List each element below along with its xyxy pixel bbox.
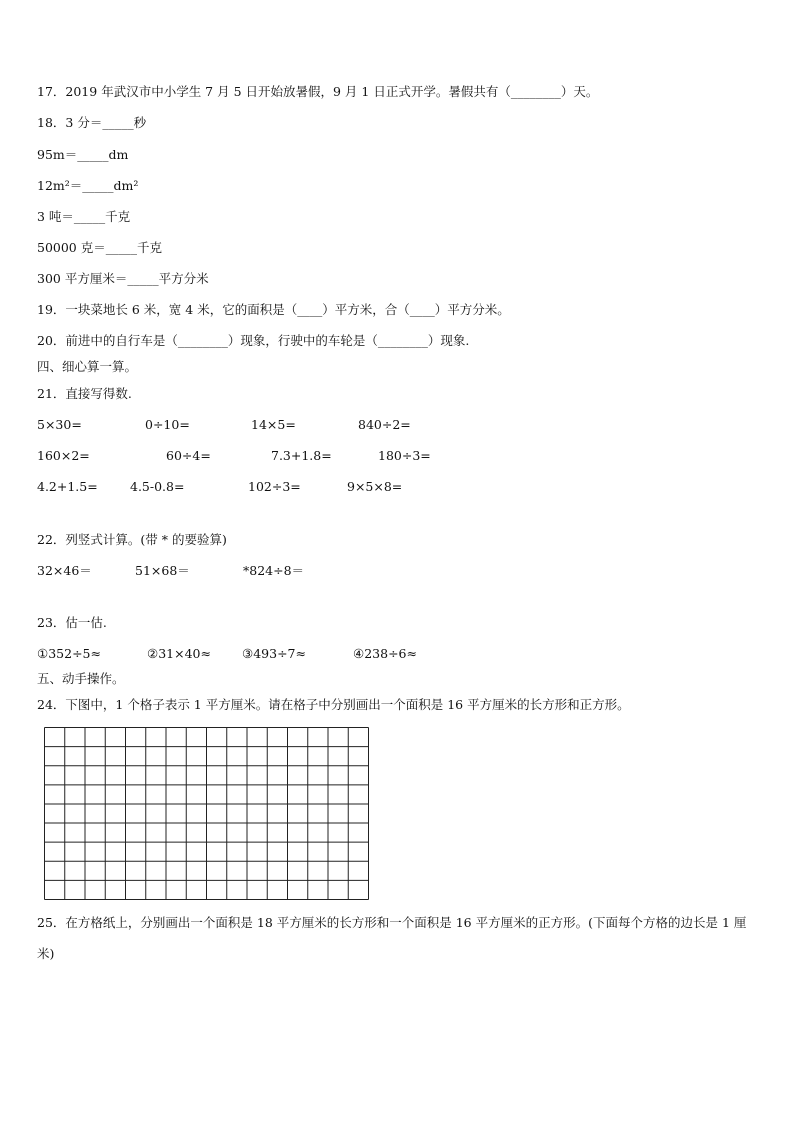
question-20: 20．前进中的自行车是（________）现象，行驶中的车轮是（________）现象. [37, 333, 470, 348]
q18-line-4: 50000 克＝_____千克 [37, 240, 162, 255]
q23-item: ③493÷7≈ [242, 646, 306, 661]
q21-row-1 [37, 417, 737, 433]
q23-row [37, 646, 737, 662]
question-21: 21．直接写得数. [37, 386, 132, 401]
q21-item: 0÷10= [145, 417, 190, 432]
section-4-title: 四、细心算一算。 [37, 359, 138, 374]
q21-item: 14×5= [251, 417, 296, 432]
q21-item: 160×2= [37, 448, 90, 463]
q23-item: ②31×40≈ [147, 646, 211, 661]
q21-item: 5×30= [37, 417, 82, 432]
q21-item: 60÷4= [166, 448, 211, 463]
q18-line-1: 95m＝_____dm [37, 147, 129, 162]
q22-item: 51×68＝ [135, 563, 190, 578]
q18-line-5: 300 平方厘米＝_____平方分米 [37, 271, 209, 286]
question-24: 24．下图中，1 个格子表示 1 平方厘米。请在格子中分别画出一个面积是 16 平方厘米的长方形和正方形。 [37, 697, 630, 712]
q21-item: 9×5×8= [347, 479, 403, 494]
q21-item: 4.2+1.5= [37, 479, 98, 494]
q18-line-2: 12m²＝_____dm² [37, 178, 139, 193]
question-25: 25．在方格纸上，分别画出一个面积是 18 平方厘米的长方形和一个面积是 16 平方厘米的正方形。(下面每个方格的边长是 1 厘米) [37, 915, 747, 961]
q21-item: 4.5-0.8= [130, 479, 185, 494]
q22-item: *824÷8＝ [243, 563, 305, 578]
q21-item: 7.3+1.8= [271, 448, 332, 463]
square-grid [44, 727, 369, 900]
q21-item: 180÷3= [378, 448, 431, 463]
q23-item: ④238÷6≈ [353, 646, 417, 661]
q21-row-2 [37, 448, 737, 464]
question-19: 19．一块菜地长 6 米，宽 4 米，它的面积是（____）平方米，合（____）平方分米。 [37, 302, 510, 317]
q21-row-3 [37, 479, 737, 495]
question-17: 17．2019 年武汉市中小学生 7 月 5 日开始放暑假，9 月 1 日正式开学。暑假共有（________）天。 [37, 84, 599, 99]
question-18: 18．3 分＝_____秒 [37, 115, 147, 130]
q22-item: 32×46＝ [37, 563, 92, 578]
question-23: 23．估一估. [37, 615, 107, 630]
question-22: 22．列竖式计算。(带 * 的要验算) [37, 532, 227, 547]
q23-item: ①352÷5≈ [37, 646, 101, 661]
section-5-title: 五、动手操作。 [37, 671, 125, 686]
q18-line-3: 3 吨＝_____千克 [37, 209, 131, 224]
q21-item: 840÷2= [358, 417, 411, 432]
q21-item: 102÷3= [248, 479, 301, 494]
q22-row [37, 563, 737, 579]
